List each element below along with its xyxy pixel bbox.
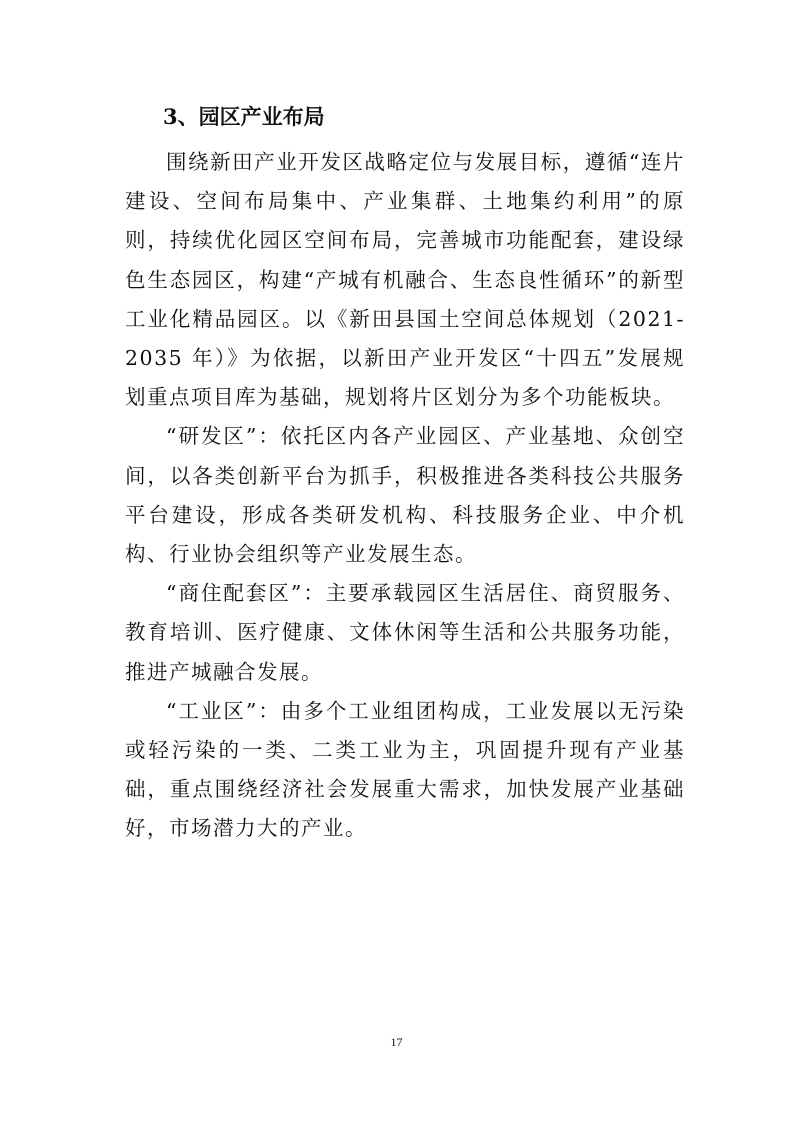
paragraph-layout-intro: 围绕新田产业开发区战略定位与发展目标，遵循“连片建设、空间布局集中、产业集群、土地集约利用”的原则，持续优化园区空间布局，完善城市功能配套，建设绿色生态园区，构建“产城有机融合、生态良性循环”的新型工业化精品园区。以《新田县国土空间总体规划（2021-2035 年）》为依据，以新田产业开发区“十四五”发展规划重点项目库为基础，规划将片区划分为多个功能板块。 bbox=[125, 150, 685, 410]
paragraph-residential-zone: “商住配套区”：主要承载园区生活居住、商贸服务、教育培训、医疗健康、文体休闲等生活和公共服务功能，推进产城融合发展。 bbox=[125, 581, 685, 684]
page-number: 17 bbox=[390, 1035, 403, 1049]
paragraph-rd-zone: “研发区”：依托区内各产业园区、产业基地、众创空间，以各类创新平台为抓手，积极推进各类科技公共服务平台建设，形成各类研发机构、科技服务企业、中介机构、行业协会组织等产业发展生态。 bbox=[125, 424, 685, 567]
paragraph-industrial-zone: “工业区”：由多个工业组团构成，工业发展以无污染或轻污染的一类、二类工业为主，巩固提升现有产业基础，重点围绕经济社会发展重大需求，加快发展产业基础好，市场潜力大的产业。 bbox=[125, 698, 685, 841]
body-text bbox=[125, 143, 685, 849]
section-heading: 3、园区产业布局 bbox=[163, 104, 325, 129]
